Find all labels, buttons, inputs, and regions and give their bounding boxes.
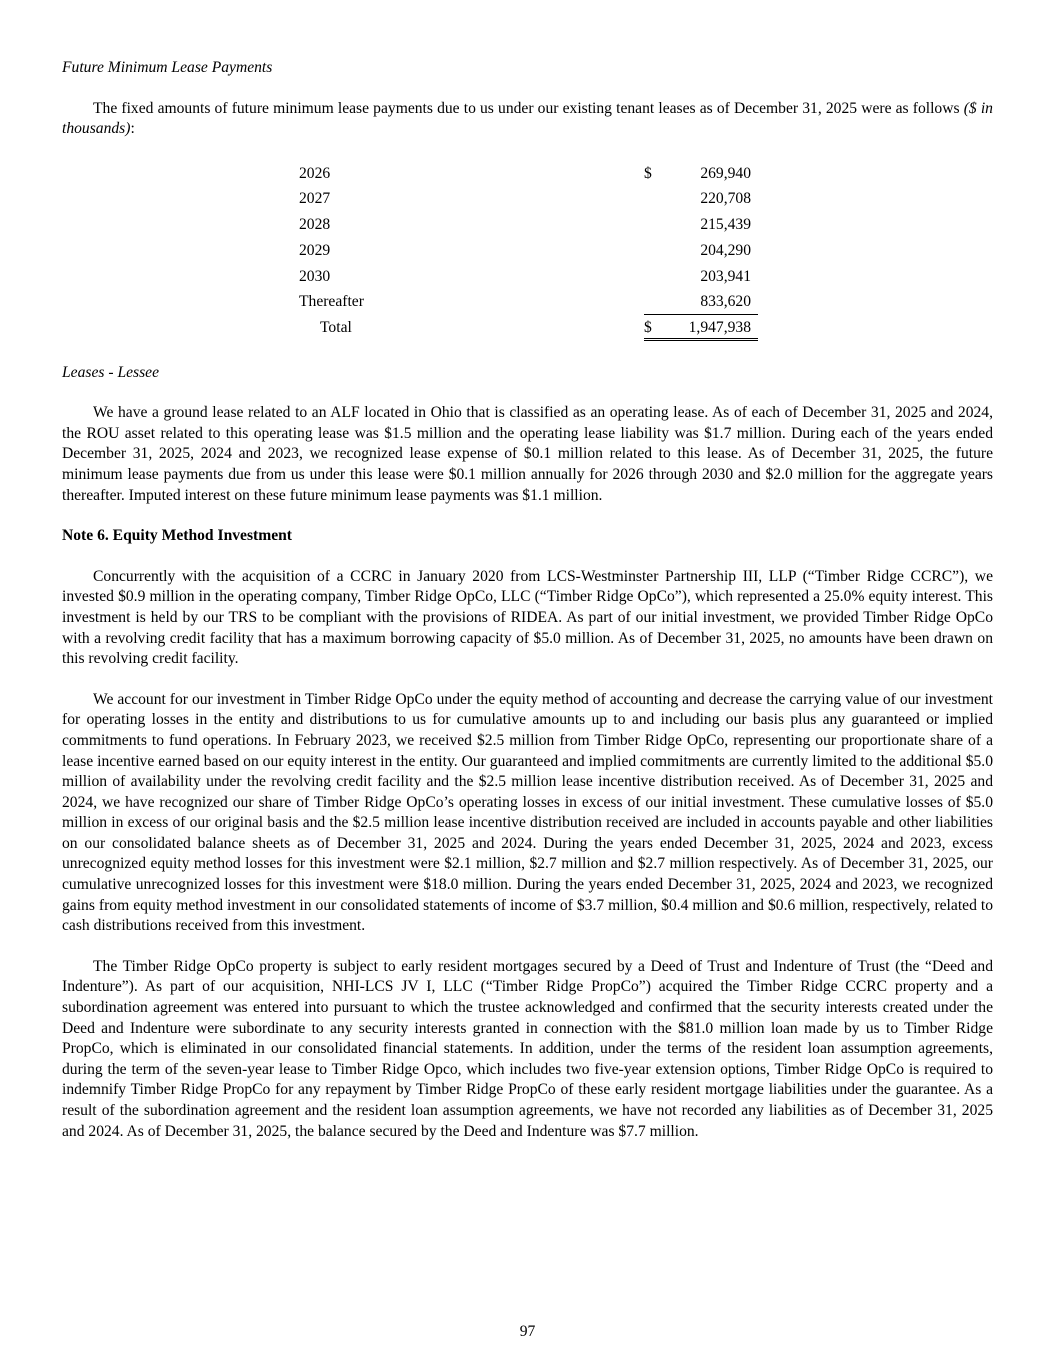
table-row <box>299 186 759 212</box>
lease-year: 2028 <box>299 216 331 234</box>
dollar-sign: $ <box>644 164 652 182</box>
lease-amount: 204,290 <box>700 241 751 259</box>
total-amount: 1,947,938 <box>688 318 751 336</box>
table-row <box>299 161 759 187</box>
lease-payments-intro-text: The fixed amounts of future minimum lease payments due to us under our existing tenant leases as of December 31, 2025 were as follows <box>93 99 960 117</box>
lease-amount: 215,439 <box>700 216 751 234</box>
table-total-row <box>299 315 759 341</box>
dollar-sign: $ <box>644 318 652 336</box>
lease-year: 2030 <box>299 267 331 285</box>
lease-year: 2026 <box>299 164 331 182</box>
lease-amount: 833,620 <box>700 293 751 311</box>
leases-lessee-paragraph: We have a ground lease related to an ALF located in Ohio that is classified as an operating lease. As of each of December 31, 2025 and 2024, the ROU asset related to this operating lease was $1.5 million and the operating lease liability was $1.7 million. During each of the years ended December 31, 2025, 2024 and 2023, we recognized lease expense of $0.1 million related to this lease. As of December 31, 2025, the future minimum lease payments due from us under this lease were $0.1 million annually for 2026 through 2030 and $2.0 million for the aggregate years thereafter. Imputed interest on these future minimum lease payments was $1.1 million. <box>62 404 993 504</box>
lease-payments-heading: Future Minimum Lease Payments <box>62 59 273 76</box>
lease-amount: 220,708 <box>700 190 751 208</box>
note6-paragraph: Concurrently with the acquisition of a CCRC in January 2020 from LCS-Westminster Partnership III, LLP (“Timber Ridge CCRC”), we invested $0.9 million in the operating company, Timber Ridge OpCo, LLC (“Timber Ridge OpCo”), which represented a 25.0% equity interest. This investment is held by our TRS to be compliant with the provisions of RIDEA. As part of our initial investment, we provided Timber Ridge OpCo with a revolving credit facility that has a maximum borrowing capacity of $5.0 million. As of December 31, 2025, no amounts have been drawn on this revolving credit facility. <box>62 567 993 668</box>
lease-amount: 269,940 <box>700 164 751 182</box>
table-row <box>299 238 759 264</box>
lease-year: Thereafter <box>299 293 364 311</box>
lease-amount: 203,941 <box>700 267 751 285</box>
table-row <box>299 212 759 238</box>
lease-payments-table <box>299 161 759 341</box>
note6-paragraph: The Timber Ridge OpCo property is subject to early resident mortgages secured by a Deed of Trust and Indenture of Trust (the “Deed and Indenture”). As part of our acquisition, NHI-LCS JV I, LLC (“Timber Ridge PropCo”) acquired the Timber Ridge CCRC property and a subordination agreement was entered into pursuant to which the trustee acknowledged and confirmed that the security interests created under the Deed and Indenture were subordinate to any security interests granted in connection with the $81.0 million loan made by us to Timber Ridge PropCo, which is eliminated in our consolidated financial statements. In addition, under the terms of the resident loan assumption agreements, during the term of the seven-year lease to Timber Ridge Opco, which includes two five-year extension options, Timber Ridge OpCo is required to indemnify Timber Ridge PropCo for any repayment by Timber Ridge PropCo of these early resident mortgage liabilities under the guarantee. As a result of the subordination agreement and the resident loan assumption agreements, we have not recorded any liabilities as of December 31, 2025 and 2024. As of December 31, 2025, the balance secured by the Deed and Indenture was $7.7 million. <box>62 957 993 1140</box>
document-page <box>62 58 993 1142</box>
lease-year: 2029 <box>299 241 331 259</box>
page-number: 97 <box>519 1323 536 1340</box>
lease-payments-intro <box>62 99 993 140</box>
total-label: Total <box>320 318 352 336</box>
note6-paragraph: We account for our investment in Timber Ridge OpCo under the equity method of accounting and decrease the carrying value of our investment for operating losses in the entity and distributions to us for cumulative amounts up to and including our basis plus any guaranteed or implied commitments to fund operations. In February 2023, we received $2.5 million from Timber Ridge OpCo, representing our proportionate share of a lease incentive earned based on our equity interest in the entity. Our guaranteed and implied commitments are currently limited to the additional $5.0 million of availability under the revolving credit facility and the $2.5 million lease incentive distribution received. As of December 31, 2025 and 2024, we have recognized our share of Timber Ridge OpCo’s operating losses in excess of our initial investment. These cumulative losses of $5.0 million in excess of our original basis and the $2.5 million lease incentive distribution received are included in accounts payable and other liabilities on our consolidated balance sheets as of December 31, 2025 and 2024. During the years ended December 31, 2025, 2024 and 2023, excess unrecognized equity method losses for this investment were $2.1 million, $2.7 million and $2.7 million respectively. As of December 31, 2025, our cumulative unrecognized losses for this investment were $18.0 million. During the years ended December 31, 2025, 2024 and 2023, we recognized gains from equity method investment in our consolidated statements of income of $3.7 million, $0.4 million and $0.6 million, respectively, related to cash distributions received from this investment. <box>62 690 993 935</box>
lease-payments-intro-end: : <box>130 120 135 138</box>
table-row <box>299 264 759 290</box>
note6-heading: Note 6. Equity Method Investment <box>62 527 293 545</box>
leases-lessee-heading: Leases - Lessee <box>62 363 160 381</box>
table-row <box>299 289 759 315</box>
lease-year: 2027 <box>299 190 331 208</box>
lease-payments-unit: ($ in thousands) <box>62 99 993 138</box>
